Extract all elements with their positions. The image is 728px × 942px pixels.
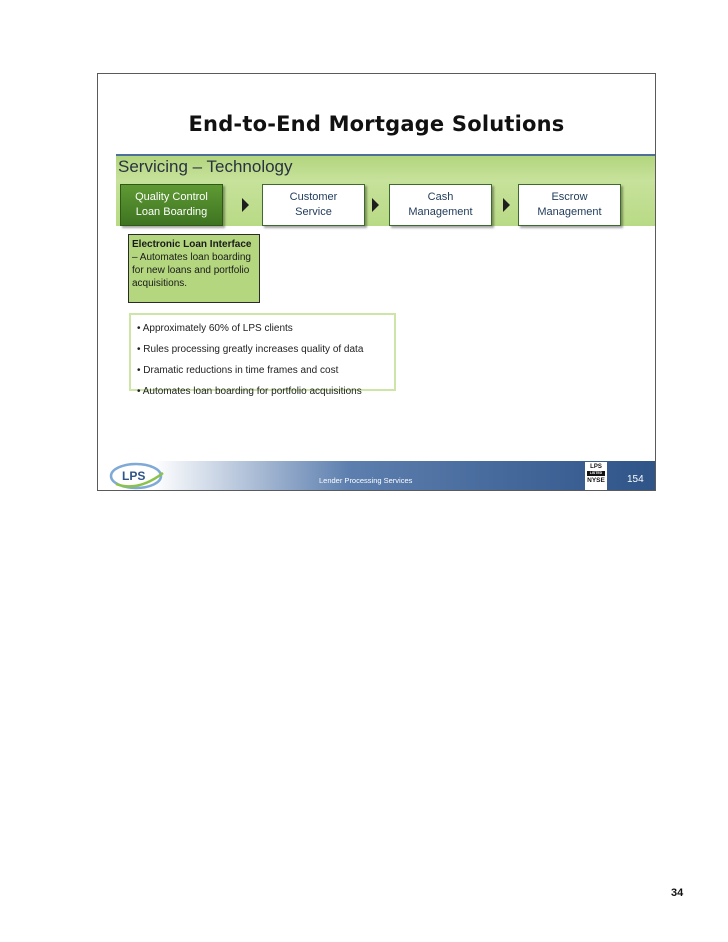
nyse-label: NYSE [587,477,605,484]
nyse-listed: LISTED [587,471,605,476]
callout-box [128,234,260,303]
bullet-item: • Approximately 60% of LPS clients [137,323,293,334]
bullet-item: • Rules processing greatly increases quality of data [137,344,364,355]
callout-text: – Automates loan boarding for new loans and portfolio acquisitions. [132,252,251,289]
section-title: Servicing – Technology [118,157,293,176]
company-name: Lender Processing Services [319,476,413,485]
lps-logo [108,459,168,491]
bullet-item: • Dramatic reductions in time frames and cost [137,365,339,376]
page-number: 34 [671,887,684,899]
callout-heading: Electronic Loan Interface [132,239,252,250]
bullet-item: • Automates loan boarding for portfolio acquisitions [137,386,362,397]
step-quality-control: Quality Control Loan Boarding [120,184,223,226]
nyse-badge [585,462,607,491]
slide-title: End-to-End Mortgage Solutions [188,112,565,136]
svg-text:LPS: LPS [122,469,146,483]
step-escrow-management: Escrow Management [518,184,621,226]
arrow-right-icon [242,198,249,212]
step-customer-service: Customer Service [262,184,365,226]
step-cash-management: Cash Management [389,184,492,226]
slide [97,73,656,491]
arrow-right-icon [503,198,510,212]
arrow-right-icon [372,198,379,212]
nyse-ticker: LPS [590,464,602,470]
slide-number: 154 [627,474,644,485]
slide-footer [98,454,655,491]
bullet-list [129,313,396,397]
